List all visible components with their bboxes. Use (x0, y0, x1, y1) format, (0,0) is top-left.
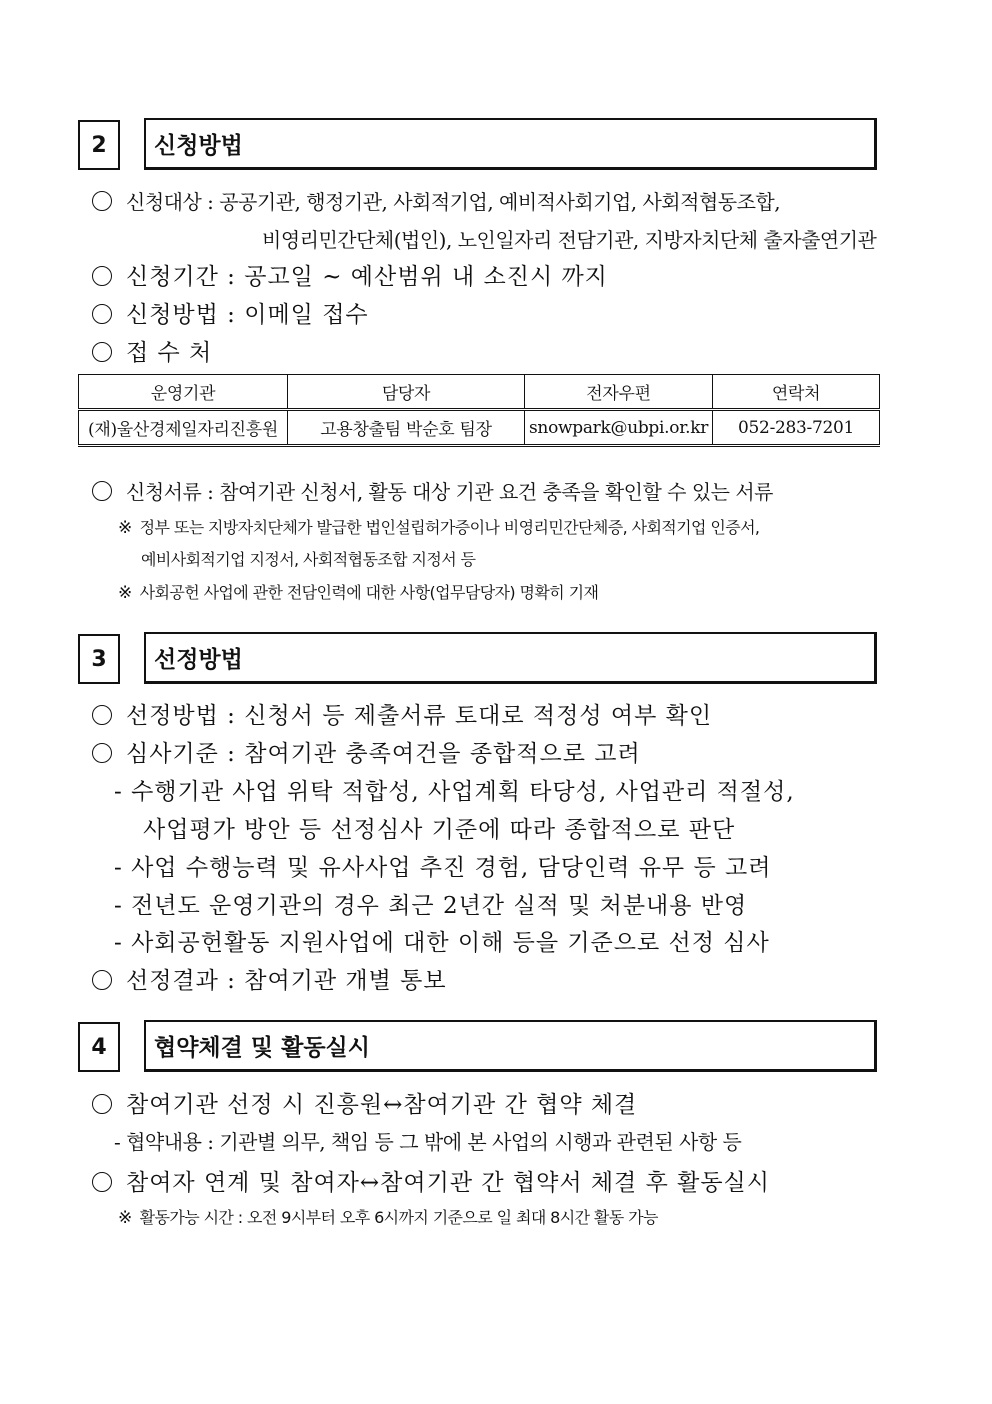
criteria-item-1-line2: 사업평가 방안 등 선정심사 기준에 따라 종합적으로 판단 (143, 817, 736, 843)
circle-bullet-icon (92, 743, 112, 763)
table-row (79, 410, 880, 446)
contact-table (78, 374, 880, 447)
agreement-content: - 협약내용 : 기관별 의무, 책임 등 그 밖에 본 사업의 시행과 관련된 사항 등 (114, 1130, 742, 1154)
table-header-cell: 연락처 (713, 375, 880, 410)
apply-method (92, 296, 369, 329)
note-1-line2: 예비사회적기업 지정서, 사회적협동조합 지정서 등 (141, 550, 476, 569)
text: 선정방법 : 신청서 등 제출서류 토대로 적정성 여부 확인 (126, 703, 713, 729)
reference-mark: ※ (118, 583, 132, 603)
table-cell: (재)울산경제일자리진흥원 (79, 410, 288, 446)
circle-bullet-icon (92, 970, 112, 990)
text: 신청서류 : 참여기관 신청서, 활동 대상 기관 요건 충족을 확인할 수 있는 서류 (126, 480, 773, 504)
criteria-item-3: - 전년도 운영기관의 경우 최근 2년간 실적 및 처분내용 반영 (114, 893, 748, 919)
text: 참여기관 선정 시 진흥원↔참여기관 간 협약 체결 (126, 1092, 638, 1118)
reference-mark: ※ (118, 1208, 132, 1228)
note-1 (118, 515, 759, 538)
text: 신청방법 : 이메일 접수 (126, 302, 369, 328)
text: 심사기준 : 참여기관 충족여건을 종합적으로 고려 (126, 741, 641, 767)
apply-target-line2: 비영리민간단체(법인), 노인일자리 전담기관, 지방자치단체 출자출연기관 (262, 228, 877, 252)
table-header-row (79, 375, 880, 410)
circle-bullet-icon (92, 191, 112, 211)
note-2 (118, 580, 598, 603)
select-method (92, 697, 712, 730)
text: 접 수 처 (126, 340, 213, 366)
criteria-item-1: - 수행기관 사업 위탁 적합성, 사업계획 타당성, 사업관리 적절성, (114, 779, 795, 805)
criteria-item-4: - 사회공헌활동 지원사업에 대한 이해 등을 기준으로 선정 심사 (114, 930, 770, 956)
apply-target-line1 (92, 186, 780, 215)
table-header-cell: 전자우편 (525, 375, 713, 410)
text: 정부 또는 지방자치단체가 발급한 법인설립허가증이나 비영리민간단체증, 사회적기업 인증서, (139, 518, 760, 537)
table-cell: snowpark@ubpi.or.kr (525, 410, 713, 446)
table-header-cell: 운영기관 (79, 375, 288, 410)
section-number: 4 (78, 1022, 120, 1072)
circle-bullet-icon (92, 481, 112, 501)
table-header-cell: 담당자 (288, 375, 525, 410)
section-number: 3 (78, 634, 120, 684)
circle-bullet-icon (92, 342, 112, 362)
apply-docs (92, 476, 773, 505)
apply-period (92, 258, 608, 291)
section-title: 신청방법 (144, 118, 877, 170)
text: 신청대상 : 공공기관, 행정기관, 사회적기업, 예비적사회기업, 사회적협동조합, (126, 190, 781, 214)
section-title: 선정방법 (144, 632, 877, 684)
criteria-item-2: - 사업 수행능력 및 유사사업 추진 경험, 담당인력 유무 등 고려 (114, 855, 772, 881)
section-title: 협약체결 및 활동실시 (144, 1020, 877, 1072)
apply-office (92, 334, 212, 367)
agreement-line-3 (92, 1164, 770, 1197)
select-result (92, 962, 447, 995)
text: 활동가능 시간 : 오전 9시부터 오후 6시까지 기준으로 일 최대 8시간 활동 가능 (139, 1208, 658, 1227)
section-number: 2 (78, 120, 120, 170)
activity-time-note (118, 1205, 658, 1228)
circle-bullet-icon (92, 266, 112, 286)
text: 선정결과 : 참여기관 개별 통보 (126, 968, 447, 994)
reference-mark: ※ (118, 518, 132, 538)
agreement-line-1 (92, 1086, 637, 1119)
select-criteria (92, 735, 641, 768)
table-cell: 052-283-7201 (713, 410, 880, 446)
table-cell: 고용창출팀 박순호 팀장 (288, 410, 525, 446)
circle-bullet-icon (92, 1172, 112, 1192)
text: 참여자 연계 및 참여자↔참여기관 간 협약서 체결 후 활동실시 (126, 1170, 770, 1196)
text: 신청기간 : 공고일 ~ 예산범위 내 소진시 까지 (126, 264, 608, 290)
circle-bullet-icon (92, 1094, 112, 1114)
circle-bullet-icon (92, 304, 112, 324)
circle-bullet-icon (92, 705, 112, 725)
text: 사회공헌 사업에 관한 전담인력에 대한 사항(업무담당자) 명확히 기재 (139, 583, 599, 602)
